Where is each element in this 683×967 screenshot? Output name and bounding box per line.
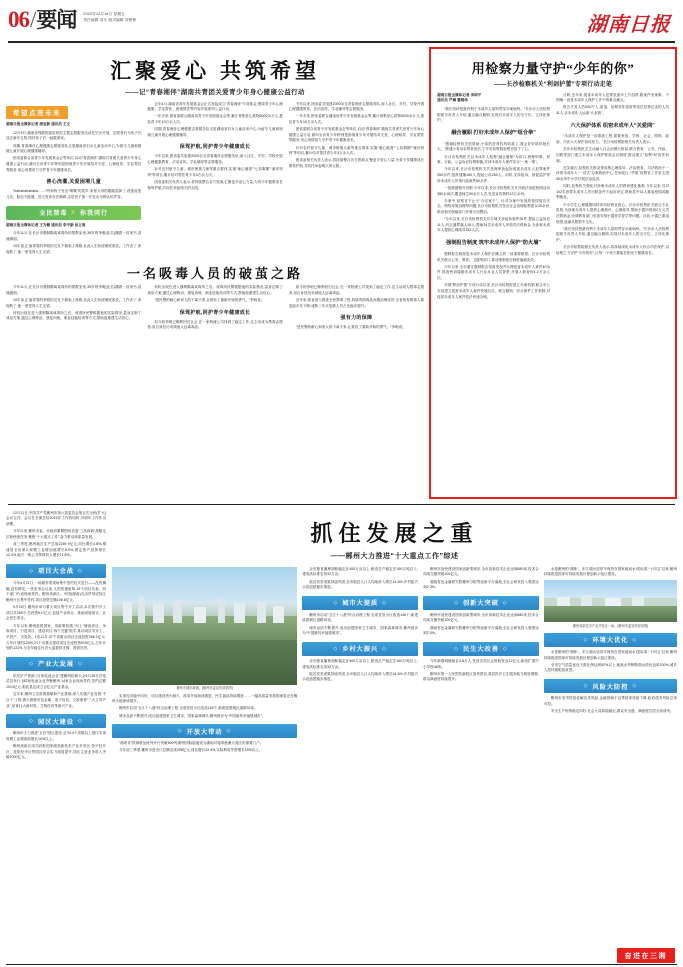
paragraph: 12月11日,中国共产党郴州市第六届委员会第五次全体(扩大)会议召开。会议在全面总结2022年工作的同时,对明年工作作出部署。 (6, 510, 106, 526)
paragraph: 郴州市坚决防范化解各类风险,金融领域不良贷款率持续下降,政府债务风险总体可控。 (543, 696, 678, 706)
lead-column-1 (6, 102, 141, 258)
drug-col1-body (6, 285, 141, 322)
paragraph: 同期,青春湘伴心理健康志愿服务队走进湖南省妇女儿童活动中心,为留守儿童和困境儿童开展心理健康辅导。 (6, 143, 142, 154)
paragraph: 今年以来,全市通过强制报告渠道发现并办理侵害未成年人案件40余件,排查密切接触未成年人行业从业人员背景,开展入职查询1.2万余人次。 (437, 264, 551, 281)
paragraph: 郴州市加快建设国家创新型城市,全市高新技术企业达到680家,技术合同成交额突破100亿元。 (423, 566, 539, 577)
diamond-icon: ◇ (77, 718, 83, 725)
diamond-icon: ◇ (502, 599, 508, 606)
editor-credits: 责任编辑 刘永 版式编辑 刘铮铮 (83, 17, 137, 22)
folio-number: 06 (8, 7, 29, 32)
diamond-icon: ◇ (382, 599, 387, 606)
proc-byline (437, 93, 550, 105)
folio-meta (83, 12, 136, 23)
lead-column-3 (289, 102, 424, 258)
paragraph: 全市粮食播种面积稳定在400万亩以上,粮食总产稳定在160万吨以上,建成高标准农田32万亩。 (302, 658, 419, 669)
badge-environment-optimization (544, 633, 677, 647)
paragraph: 郴州市启动“五江十八港”综合治理工程,完成老旧小区改造146个,新建改建城区道路32条。 (119, 706, 258, 711)
footer-ribbon: 奋进在三湘 (617, 948, 676, 963)
badge-rural-revitalization (302, 642, 418, 656)
drug-col1-text (6, 231, 141, 255)
paragraph: 湖南有色金属研究院郴州分院等创新平台落地,全社会研发投入强度达到2.3%。 (423, 625, 539, 636)
newspaper-nameplate: 湖南日报 (586, 14, 672, 36)
paragraph: 开展“利剑护蕾”专项行动以来,长沙市检察院建立办案机制,联合市公安局建立侵害未成年人案件快速反应、联合履职、综合保护工作机制,对侵害未成年人案件依法快速办理。 (437, 283, 551, 299)
dev-block-5 (302, 659, 418, 683)
paragraph: 在芙蓉区,检察机关推动建成集心理疏导、法治教育、司法救助于一体的未成年人“一站式”办案救助中心;在雨花区,“莎姐”检察官工作室走进30余所中小学开展法治巡讲。 (556, 165, 670, 182)
development-main (112, 511, 677, 763)
paragraph: 强制报告制度是未成年人保护法确立的一项重要制度。长沙市检察机关联合公安、教育、卫健等部门,推动强制报告制度落地见效。 (437, 251, 551, 262)
paragraph: “我们坚持把最有利于未成年人原则贯穿办案始终。”长沙市人民检察院相关负责人介绍,通过融合履职,实现对未成年人的全方位、立体化保护。 (437, 107, 551, 123)
paragraph: 转机出现在进入强制隔离戒毒所之后。戒毒所民警根据他的实际情况,量身定制了戒治方案,通过心理矫治、康复训练、职业技能培训等方式,帮助他重建生活信心。 (147, 285, 283, 295)
paragraph: 长沙市检察机关以未成年人检察“融合履职”为切口,统筹刑事、民事、行政、公益诉讼检察职能,对涉未成年人案件实行“一案一策”。 (437, 154, 551, 165)
lead-subhead-2: 保驾护航,同护青少年健康成长 (179, 144, 251, 151)
drug-col-3 (289, 285, 424, 332)
dev-photo-col-text (112, 694, 297, 720)
development-subheadline: ——郴州大力推进“十大重点工作”综述 (330, 552, 459, 560)
diamond-icon: ◇ (29, 660, 35, 667)
paragraph: “感谢检察机关的帮助,小希的扶养权判给我了,我会好好陪伴她长大。”拨通小希母亲的来电后,宁乡市检察院检察官放下了心。 (437, 141, 551, 152)
badge-label: 民生大改善 (462, 646, 499, 654)
paragraph: 依托矿产资源,“百家电池企业”建郴州招商大会6月18日在临武县举行,182家电池企业齐聚郴州,14家企业现场签约,签约总额1013亿元,临武县还成立百亿元产业基金。 (6, 673, 106, 690)
paragraph: 安全生产形势稳定向好,社会大局和谐稳定,群众安全感、满意度位居全省前列。 (550, 708, 674, 713)
badge-label: 开放大带动 (186, 728, 223, 736)
proc-col1-body (437, 142, 550, 234)
proc-col2-intro (556, 93, 669, 117)
lead-col3-text (289, 102, 424, 170)
paragraph: 今年以来,团省委共组建2000余支青春湘伴志愿服务队,深入社区、乡村、学校开展心理健康教育、法治宣传、学业辅导等志愿服务。 (288, 101, 425, 112)
dev-block-2 (6, 731, 106, 761)
bolt-icon: ⚡ (70, 208, 77, 218)
drug-col-1 (6, 285, 141, 332)
diamond-icon: ◇ (502, 645, 508, 652)
proc-byline-reporter: 湖南日报全媒体记者 李国平 (437, 92, 482, 97)
dev-block-4 (112, 741, 297, 754)
lead-headline: 汇聚爱心 共筑希望 (110, 59, 320, 83)
procuratorate-columns (437, 93, 669, 302)
lead-columns (6, 102, 424, 258)
drug-feature-headline: 一名吸毒人员的破茧之路 (127, 266, 304, 282)
lead-col1-text-b (6, 189, 141, 200)
dev-block-0 (6, 581, 106, 652)
badge-industry-development (6, 657, 106, 671)
paragraph: 今年4月21日,一场简朴的现场集中签约仪式进行——没有横幅,没有鲜花,一张条形会议桌,几把普通座椅,19个项目代表、四个部门代表现场签约。郴州高新区、中国(湖南)自由贸易试验区郴州片区集中签约,项目投资总额106.6亿元。 (6, 580, 106, 602)
paragraph: 去年4月,湖南省青年发展基金会正式发起成立“青春湘伴”专项基金,围绕青少年心理健康、学业帮扶、困境帮扶等内容开展系列公益行动。 (147, 101, 283, 112)
paragraph: “我们坚持把最有利于未成年人原则贯穿办案始终。”长沙市人民检察院相关负责人介绍,通过融合履职,实现对未成年人的全方位、立体化保护。 (556, 226, 670, 243)
diamond-icon: ◇ (583, 636, 589, 643)
paragraph: 城市品质不断提升,成功创建国家卫生城市、国家森林城市,郴州被评为“中国最具幸福感城市”。 (302, 625, 419, 636)
badge-label: 乡村大振兴 (342, 646, 379, 654)
paragraph: “是民警的耐心和家人的不离不弃,让我有了重新开始的勇气。”李明说。 (295, 325, 406, 330)
paragraph: 如今的李明已顺利回归社会,在一家物流公司找到了稳定工作,还主动成为禁毒志愿者,用自身经历劝诫他人远离毒品。 (147, 319, 283, 330)
badge-risk-prevention (544, 679, 677, 693)
dev-col-photo (112, 567, 297, 756)
diamond-icon: ◇ (454, 599, 459, 606)
badge-label: 风险大防控 (592, 683, 629, 691)
diamond-icon: ◇ (583, 683, 589, 690)
paragraph: 转机出现在进入强制隔离戒毒所之后。戒毒所民警根据他的实际情况,量身定制了戒治方案,通过心理矫治、康复训练、职业技能培训等方式,帮助他重建生活信心。 (6, 310, 142, 321)
paragraph: 今年以来,团省委共组建2000余支青春湘伴志愿服务队,深入社区、乡村、学校开展心理健康教育、法治宣传、学业辅导等志愿服务。 (147, 154, 283, 165)
top-left-column (6, 47, 424, 499)
top-right-column (429, 47, 677, 499)
paragraph: 郴州市启动“五江十八港”综合治理工程,完成老旧小区改造146个,新建改建城区道路32条。 (302, 612, 419, 623)
paragraph: 同时,检察机关强化对涉案未成年人的教育感化挽救,今年以来,共对102名涉罪未成年人作出附条件不起诉决定,帮助其中31人重返校园或顺利就业。 (556, 184, 670, 200)
drug-subhead-1: 保驾护航,同护青少年健康成长 (179, 309, 251, 316)
folio-slash: / (30, 7, 36, 32)
badge-city-quality (302, 596, 418, 610)
diamond-icon: ◇ (77, 660, 83, 667)
drug-subhead-2: 强有力的保障 (340, 315, 373, 322)
badge-antidrug (6, 206, 141, 220)
paragraph: 今年新增城镇就业4.8万人,发放各类社会救助资金12亿元,新改扩建中小学校48所。 (423, 658, 539, 669)
paragraph: 今年以来,长沙市检察机关共受理审查起诉侵害未成年人犯罪案件260余件,批准逮捕180人,提起公诉250人。同时,支持起诉、督促监护等涉未成年人民事行政案件60余件。 (437, 167, 551, 183)
dev-block-8 (544, 650, 677, 674)
badge-park-construction (6, 714, 106, 728)
paragraph: 长沙市检察机关主动融入社会治理大格局,联合教育、公安、民政、妇联等部门建立未成年人保护联席会议制度,推动建立“检察+N”协作机制。 (556, 147, 670, 163)
paragraph: 12月5日,湖南省残联团委组织的主题志愿服务活动在长沙开展。志愿者们为孩子们送去新年礼物,陪伴孩子们一起做游戏。 (6, 130, 142, 141)
paragraph: 实体经济稳中向好、项目建设热火朝天、改革开放纵深推进、民生福祉持续增进……一幅高质量发展的画卷正在郴州大地徐徐展开。 (112, 693, 298, 704)
city-photo-caption: 郴州市城市新貌。(郴州市委宣传部供图) (176, 686, 233, 691)
dev-block-9 (544, 696, 677, 714)
paragraph: 全市粮食播种面积稳定在400万亩以上,粮食总产稳定在160万吨以上,建成高标准农田32万亩。 (302, 566, 419, 577)
page-folio (8, 8, 76, 31)
lead-byline: 湖南日报全媒体记者 唐亚新 通讯员 王文 (6, 122, 71, 126)
procuratorate-subheadline: ——长沙检察机关“利剑护蕾”专项行动走笔 (494, 81, 613, 88)
paragraph: 脱贫攻坚成果持续巩固,全市脱贫人口人均纯收入增长14.6%,乡村振兴示范创建稳步推进。 (302, 671, 419, 682)
dev-mid-text (302, 567, 418, 591)
badge-project-campaign (6, 564, 106, 578)
paragraph: 针对农村留守儿童、城市困境儿童等重点群体,实施“童心港湾”“七彩假期”“童伴妈妈”等项目,累计结对帮扶青少年3万余人次。 (147, 167, 283, 177)
paragraph: 全市空气质量优良天数比例达到92%以上,地表水考核断面水质优良率100%,城乡人居环境明显改善。 (543, 662, 678, 673)
masthead-divider (8, 41, 675, 43)
paragraph: 10年前,正值青春的李明因交友不慎染上毒瘾,从此人生轨迹彻底改变。工作丢了,家庭散了,他一度觉得人生无望。 (6, 244, 142, 254)
badge-hope: 希望点亮未来 (6, 106, 68, 120)
dev-far-right-text (544, 567, 677, 578)
paragraph: 一年多来,团省委联合湖南省青少年发展基金会等,累计募集爱心款物5000余万元,惠及青少年10万余人次。 (288, 114, 425, 124)
diamond-icon: ◇ (632, 636, 638, 643)
procuratorate-headline: 用检察力量守护“少年的你” (471, 60, 635, 76)
paragraph: 今年前三季度,郴州市进出口总额完成296亿元,同比增长22.3%,实际利用外资增长15%以上。 (119, 748, 263, 753)
diamond-icon: ◇ (382, 645, 387, 652)
lead-subhead-1: 善心浇灌,关爱困境儿童 (46, 179, 102, 186)
badge-label: 园区大建设 (38, 718, 74, 726)
paragraph: 团省委联合省青少年发展基金会等单位,启动“青春湘伴”湖南共青团关爱青少年身心健康公益行动,面向全省青少年特别是困境青少年开展结对关爱、心理疏导、学业帮扶等服务,用心用情用力守护青少年健康成长。 (288, 127, 425, 143)
drug-col3-body (289, 285, 424, 309)
diamond-icon: ◇ (29, 718, 35, 725)
footer-divider (6, 964, 677, 965)
top-area (6, 47, 677, 499)
paragraph: 今年以来,郴州抢抓国家、省政策机遇,“四上”储备项目、争取项目、引进项目、建设项目“四个关键”抓手,推动项目早开工、早投产、早见效。1至11月,37个省重点项目完成投资266.2亿元,占年计划的120%,21个市重点建设项目完成投资915亿元,占年计划的131%,为全年稳住经济大盘提供支撑、提供后劲。 (6, 623, 106, 651)
drug-byline: 湖南日报全媒体记者 王为薇 通讯员 李平新 易立南 (6, 222, 86, 227)
dev-col-middle (302, 567, 418, 756)
dev-col-far-right (544, 567, 677, 756)
paragraph: 湖南有色金属研究院郴州分院等创新平台落地,全社会研发投入强度达到2.3%。 (423, 579, 539, 590)
drug-feature-columns (6, 285, 424, 332)
badge-label: 环境大优化 (592, 637, 629, 645)
paragraph: 郴州市加快建设国家创新型城市,全市高新技术企业达到680家,技术合同成交额突破100亿元。 (423, 612, 539, 623)
paragraph: 同期,青春湘伴心理健康志愿服务队走进湖南省妇女儿童活动中心,为留守儿童和困境儿童开展心理健康辅导。 (147, 127, 283, 137)
badge-livelihood-improvement (423, 642, 539, 656)
development-headline: 抓住发展之重 (310, 520, 479, 546)
paragraph: 城市品质不断提升,成功创建国家卫生城市、国家森林城市,郴州被评为“中国最具幸福感城市”。 (119, 713, 266, 718)
paragraph: 团省委相关负责人表示,将持续整合各方资源,汇聚更多爱心力量,为青少年健康成长保驾护航,共同托举起明天的太阳。 (147, 180, 283, 190)
paragraph: 脱贫攻坚成果持续巩固,全市脱贫人口人均纯收入增长14.6%,乡村振兴示范创建稳步推进。 (302, 579, 419, 590)
diamond-icon: ◇ (333, 599, 339, 606)
lead-subheadline: ——记“青春湘伴”湖南共青团关爱青少年身心健康公益行动 (125, 88, 305, 96)
dev-intro (6, 511, 106, 559)
badge-antidrug-left: 全民禁毒 (39, 211, 68, 218)
paragraph: 水是郴州的“命脉”。东江湖水质常年保持在国家地表水Ⅰ类标准,“十四五”以来,郴州持续推进国家可持续发展议程创新示范区建设。 (543, 649, 678, 660)
diamond-icon: ◇ (226, 728, 232, 735)
badge-label: 项目大会战 (38, 568, 74, 576)
drug-col3-body-b (289, 325, 424, 331)
badge-label: 城市大提质 (342, 600, 379, 608)
paragraph: “湘粤非”铁海联运班列开行突破500列,郴州国际陆港成为湖南对接粤港澳大湾区的重要门户。 (119, 741, 264, 746)
paragraph: 如今的李明已顺利回归社会,在一家物流公司找到了稳定工作,还主动成为禁毒志愿者,用自身经历劝诫他人远离毒品。 (288, 285, 425, 295)
paragraph: 办案中,检察官不止于“办完案子”。针对办案中发现的校园周边安全、网络环境治理等问题,长沙市检察机关发出社会治理检察建议40余份,推动相关职能部门开展专项整治。 (437, 198, 551, 214)
paragraph: “是民警的耐心和家人的不离不弃,让我有了重新开始的勇气。”李明说。 (154, 297, 265, 302)
paragraph: 郴州市第一人民医院新院区加快建设,基层医疗卫生服务能力明显增强,群众满意度持续提升。 (423, 671, 539, 682)
masthead (6, 0, 677, 39)
procuratorate-article-box (429, 47, 677, 499)
paragraph: 水是郴州的“命脉”。东江湖水质常年保持在国家地表水Ⅰ类标准,“十四五”以来,郴州持续推进国家可持续发展议程创新示范区建设。 (543, 566, 678, 577)
paragraph: “今年以来,长沙市检察机关共办理支持起诉案件26件,提起公益诉讼11人,纠正漏罪漏人26人,帮助34名未成年人申领司法救助金,为涉案未成年人提供心理疏导342人次。 (437, 217, 551, 233)
badge-open-drive (112, 724, 297, 738)
drug-col-2 (147, 285, 282, 332)
development-left-column (6, 511, 106, 763)
paragraph: 团省委相关负责人表示,将持续整合各方资源,汇聚更多爱心力量,为青少年健康成长保驾护航,共同托举起明天的太阳。 (288, 158, 425, 169)
proc-subhead-1: 融合履职 打好未成年人保护“组合拳” (451, 129, 536, 136)
dev-block-1 (6, 674, 106, 709)
lead-col2-text-b (147, 154, 282, 191)
diamond-icon: ◇ (177, 728, 183, 735)
proc-col-2 (556, 93, 669, 302)
paragraph: 报告义务人员53277人,清退、处理有性侵害等违法犯罪记录的人员11人,让未成年人远离“大灰狼”。 (556, 105, 670, 115)
industrial-park-caption: 郴州高新技术产业开发区一角。(郴州市委宣传部供图) (572, 623, 649, 628)
paragraph: 近年来,郴州立足资源禀赋和产业基础,深入实施产业发展“千百十”工程,做大做强有色金属、电子信息、文旅康养“三大主导产业”,培育壮大新材料、生物医药等新兴产业。 (6, 692, 106, 708)
diamond-icon: ◇ (454, 645, 459, 652)
paragraph: 郴州高新区成功获批国家级高新技术产业开发区,资兴经开区、桂阳经开区等园区综合实力明显提升,园区主营业务收入突破2000亿元。 (6, 744, 106, 760)
lead-col1-text (6, 131, 141, 174)
proc-subhead-3: 强制报告制度 筑牢未成年人保护“防火墙” (446, 240, 541, 247)
dev-block-6 (423, 613, 539, 637)
city-photo (112, 567, 297, 685)
dev-block-7 (423, 659, 539, 683)
lead-col2-text (147, 102, 282, 139)
badge-innovation-breakthrough (423, 596, 539, 610)
lead-column-2 (147, 102, 282, 258)
proc-col-1 (437, 93, 550, 302)
paragraph: 近年来,我省深入推进全民禁毒工程,持续巩固毒品问题治理成效,全省现有吸毒人数连续多年下降,戒断三年未复吸人员占比稳步提升。 (288, 297, 425, 308)
paragraph: 一组数据格外亮眼:今年以来,长沙市检察机关共开展法治进校园活动380余场次,覆盖师生50余万人次,发放宣传资料12万余份。 (437, 185, 551, 196)
dev-block-3 (302, 613, 418, 637)
paragraph: 针对农村留守儿童、城市困境儿童等重点群体,实施“童心港湾”“七彩假期”“童伴妈妈”等项目,累计结对帮扶青少年3万余人次。 (288, 145, 425, 156)
paragraph: “hahahahahaha……”听到孩子发出“嘎嘎”的笑声,家里父母的眼眶湿润了,孤独症患儿音、脸色不能通、语言发育存在障碍,这是孩子第一次发出可辨认的声音。 (6, 189, 142, 199)
drug-col2-body-b (147, 320, 282, 331)
proc-col1-body-b (437, 252, 550, 300)
paragraph: 9月15日,郴州市举行重大项目集中开工活动,本次集中开工项目共269个,总投资517亿元,包括产业项目、基础设施项目、社会民生项目。 (6, 605, 106, 621)
paragraph: 今年以来,郴州市委、市政府紧紧围绕省委“三高四新”战略定位和使命任务,聚焦“十大重点工作”,奋力推动高质量发展。 (6, 529, 106, 539)
publish-date: 2022年12月16日 星期五 (83, 12, 125, 16)
badge-label: 产业大发展 (38, 661, 74, 669)
development-columns (112, 567, 677, 756)
dev-right-text (423, 567, 539, 591)
paragraph: 一年多来,团省委联合湖南省青少年发展基金会等,累计募集爱心款物5000余万元,惠及青少年10万余人次。 (147, 114, 283, 124)
paragraph: 今年11月,在长沙市强制隔离戒毒所的帮教室里,39岁的李明(化名)攥着一封家书,泪流满面。 (6, 231, 142, 242)
diamond-icon: ◇ (632, 683, 638, 690)
paragraph: 长沙市检察院相关负责人表示,将持续深化未成年人综合司法保护,以检察之力守护“少年的你”,让每一个孩子都能在阳光下健康成长。 (556, 245, 670, 255)
paragraph: 10年前,正值青春的李明因交友不慎染上毒瘾,从此人生轨迹彻底改变。工作丢了,家庭散了,他一度觉得人生无望。 (6, 297, 142, 308)
badge-antidrug-right: 你我同行 (80, 211, 109, 218)
diamond-icon: ◇ (333, 645, 339, 652)
drug-col2-body (147, 285, 282, 303)
diamond-icon: ◇ (29, 567, 35, 574)
paragraph: 中小学生心理健康同样牵动检察官的心。长沙市检察机关联合专业机构,为涉案未成年人提供心理测评、心理疏导,帮助小霞申领到2万元司法救助金,协调教育部门妥善安排小霞转学复学等问题。目前,小霞已重返校园,逐渐从阴影中走出。 (556, 202, 670, 224)
proc-col1-intro (437, 107, 550, 124)
proc-col2-body (556, 134, 669, 256)
diamond-icon: ◇ (77, 567, 83, 574)
paragraph: 团省委联合省青少年发展基金会等单位,启动“青春湘伴”湖南共青团关爱青少年身心健康公益行动,面向全省青少年特别是困境青少年开展结对关爱、心理疏导、学业帮扶等服务,用心用情用力守护青少年健康成长。 (6, 156, 142, 172)
paragraph: “未成年人保护是一项系统工程,需要家庭、学校、社会、网络、政府、司法六大保护协同发力。”长沙市检察院相关负责人表示。 (556, 134, 670, 145)
paragraph: 郴州市大力推进“五好”园区建设,全市14个省级以上园区实现规模工业增加值增长10%以上。 (6, 731, 106, 741)
section-divider (8, 504, 675, 505)
industrial-park-photo (544, 580, 677, 622)
folio-section: 要闻 (36, 9, 77, 32)
paragraph: 前三季度,郴州地区生产总值2269.9亿元,同比增长4.8%,增速居全省第2;规模工业增加值增长8.9%,固定资产投资增长12.4%,地方一般公共预算收入增长11.8%。 (6, 541, 106, 558)
paragraph: 反映,近年来,侵害未成年人犯罪呈逐年上升趋势,隐案件发现难、干预晚一直是未成年人保护工作中的难点痛点。 (556, 92, 670, 103)
proc-subhead-2: 六大保护体系 织密未成年人“关爱网” (570, 122, 655, 129)
badge-label: 创新大突破 (462, 600, 499, 608)
dev-col-right (423, 567, 539, 756)
proc-byline-correspondent: 通讯员 严琳 董婧祎 (437, 98, 468, 103)
development-section (6, 511, 677, 763)
paragraph: 今年11月,在长沙市强制隔离戒毒所的帮教室里,39岁的李明(化名)攥着一封家书,泪流满面。 (6, 285, 142, 295)
